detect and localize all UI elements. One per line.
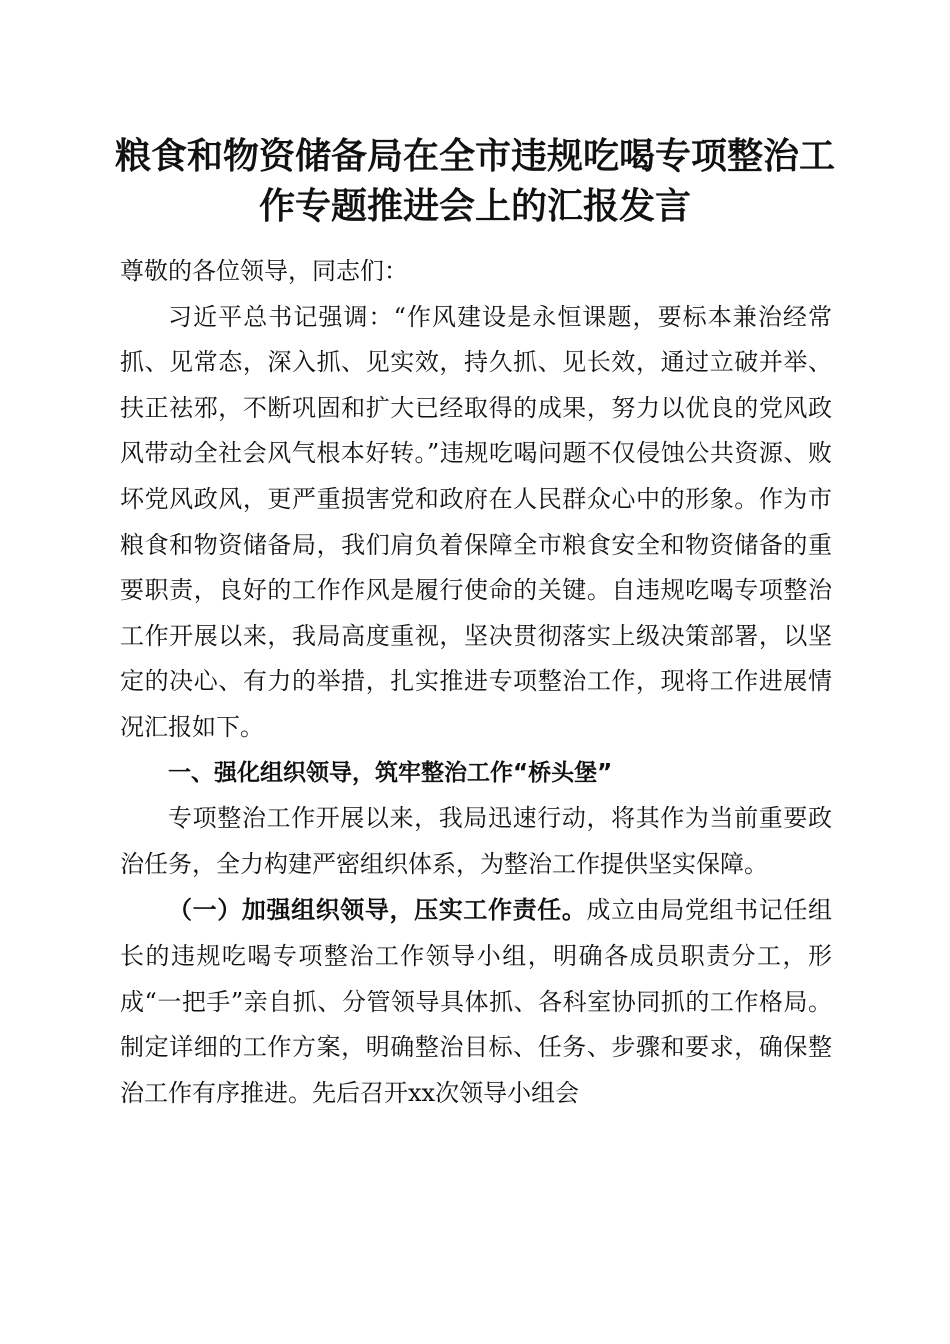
section-1-paragraph: 专项整治工作开展以来，我局迅速行动，将其作为当前重要政治任务，全力构建严密组织体系，为整治工作提供坚实保障。 xyxy=(120,804,832,878)
subsection-1-paragraph xyxy=(120,887,832,1116)
intro-paragraph: 习近平总书记强调：“作风建设是永恒课题，要标本兼治经常抓、见常态，深入抓、见实效，持久抓、见长效，通过立破并举、扶正祛邪，不断巩固和扩大已经取得的成果，努力以优良的党风政风带动全社会风气根本好转。”违规吃喝问题不仅侵蚀公共资源、败坏党风政风，更严重损害党和政府在人民群众心中的形象。作为市粮食和物资储备局，我们肩负着保障全市粮食安全和物资储备的重要职责，良好的工作作风是履行使命的关键。自违规吃喝专项整治工作开展以来，我局高度重视，坚决贯彻落实上级决策部署，以坚定的决心、有力的举措，扎实推进专项整治工作，现将工作进展情况汇报如下。 xyxy=(120,302,832,741)
document-title xyxy=(100,132,850,232)
salutation: 尊敬的各位领导，同志们： xyxy=(120,257,408,285)
title-line-1: 粮食和物资储备局在全市违规吃喝专项整治工 xyxy=(114,136,835,177)
document-body xyxy=(120,249,832,1116)
subsection-1-lead: （一）加强组织领导，压实工作责任。 xyxy=(168,895,587,925)
subsection-1-text: 成立由局党组书记任组长的违规吃喝专项整治工作领导小组，明确各成员职责分工，形成“一把手”亲自抓、分管领导具体抓、各科室协同抓的工作格局。制定详细的工作方案，明确整治目标、任务、步骤和要求，确保整治工作有序推进。先后召开xx次领导小组会 xyxy=(120,896,833,1107)
title-line-2: 作专题推进会上的汇报发言 xyxy=(258,186,691,227)
section-1-heading: 一、强化组织领导，筑牢整治工作“桥头堡” xyxy=(168,759,613,786)
